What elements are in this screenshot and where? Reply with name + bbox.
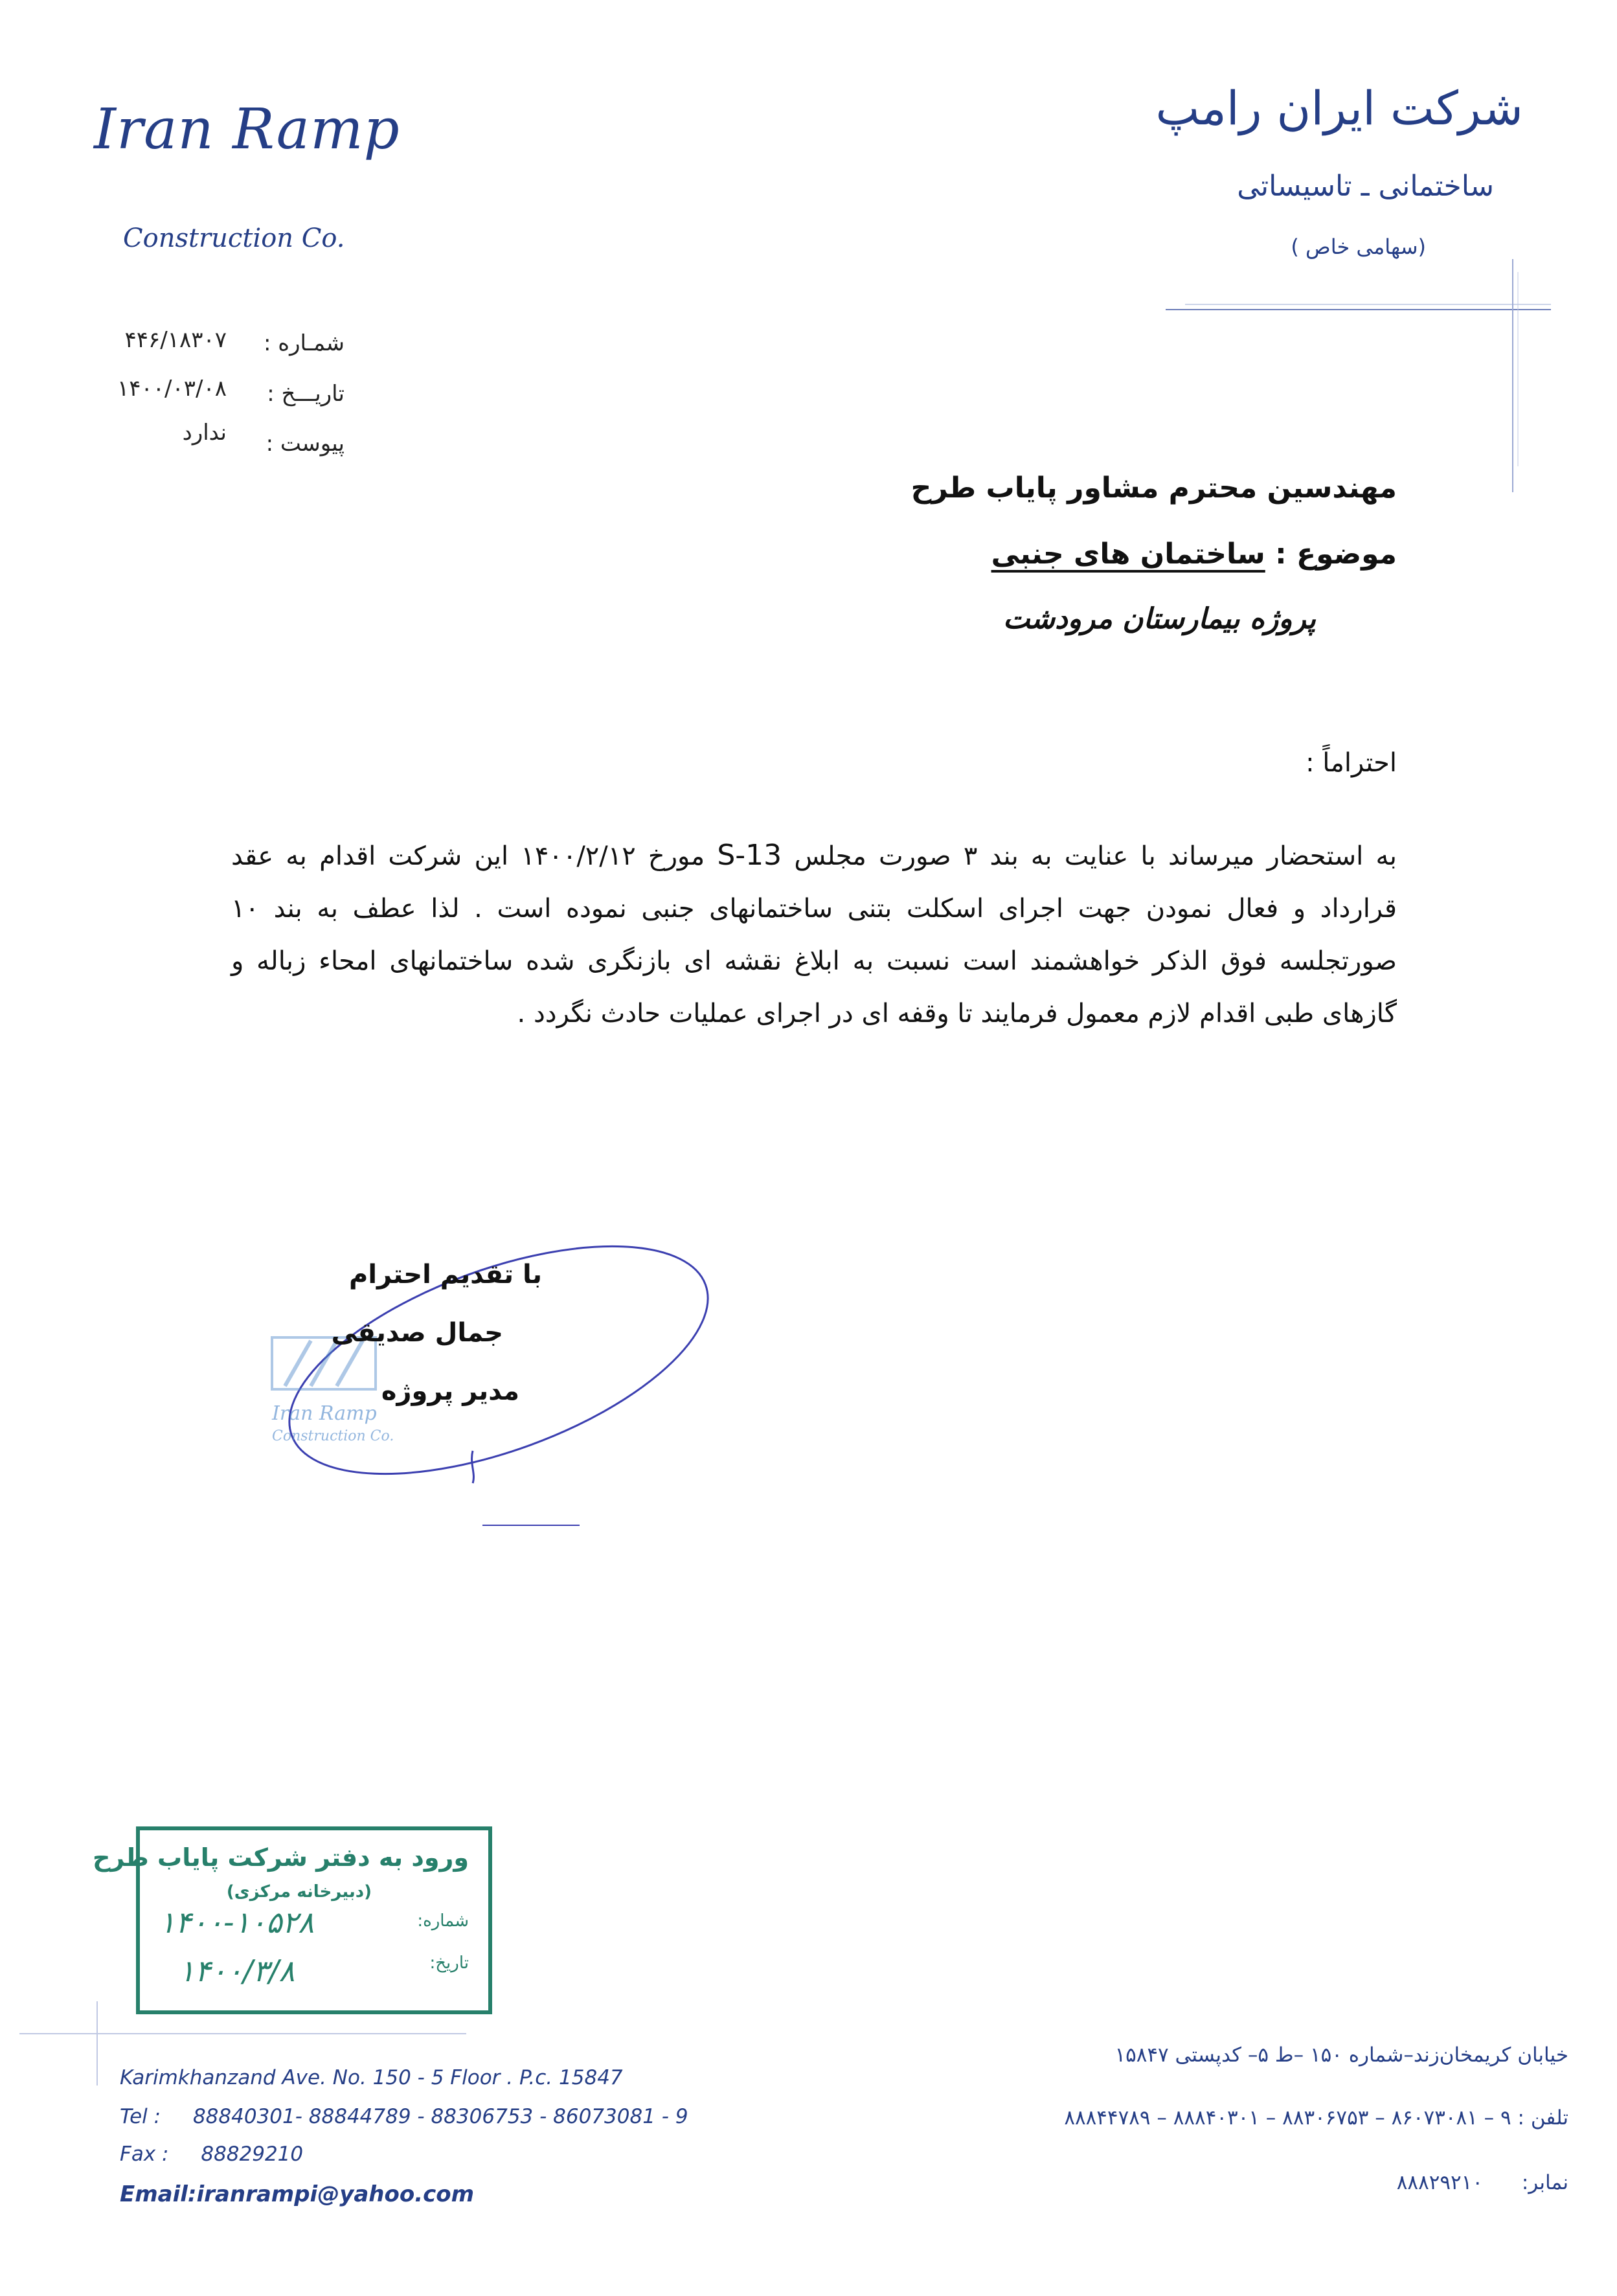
company-logo-fa: شرکت ایران رامپ xyxy=(1155,81,1523,135)
subject-label: موضوع : xyxy=(1275,538,1397,571)
company-logo-fa-subtitle: ساختمانی ـ تاسیساتی xyxy=(1237,170,1494,203)
subject-value: ساختمان های جنبی xyxy=(991,538,1265,571)
footer-fax-en xyxy=(120,2143,303,2166)
signer-title: مدیر پروژه xyxy=(381,1376,519,1406)
signer-name: جمال صدیقی xyxy=(331,1318,503,1348)
footer-email: Email:iranrampi@yahoo.com xyxy=(120,2181,475,2207)
footer-address-en: Karimkhanzand Ave. No. 150 - 5 Floor . P.c. 15847 xyxy=(120,2066,623,2089)
receipt-stamp xyxy=(92,1826,492,2014)
footer-tel-fa-value: ۹ – ۸۶۰۷۳۰۸۱ – ۸۸۳۰۶۷۵۳ – ۸۸۸۴۰۳۰۱ – ۸۸۸۴۴۷۸۹ xyxy=(1064,2106,1511,2130)
company-type: (سهامی خاص ) xyxy=(1291,234,1426,259)
minutes-code: S-13 xyxy=(717,839,782,872)
salutation: احتراماً : xyxy=(1306,748,1397,778)
footer-tel-fa-label: تلفن : xyxy=(1517,2106,1568,2130)
seal-text-en: Iran Ramp xyxy=(272,1402,377,1425)
footer-fax-value: 88829210 xyxy=(201,2143,304,2166)
footer-fax-fa xyxy=(1397,2171,1568,2194)
company-logo-en-subtitle: Construction Co. xyxy=(123,223,345,253)
stamp-date-handwritten: ۱۴۰۰/۳/۸ xyxy=(179,1953,295,1988)
letter-number-label: شمـاره : xyxy=(264,330,345,356)
stamp-number-label: شماره: xyxy=(417,1911,469,1931)
letter-date-value: ۱۴۰۰/۰۳/۰۸ xyxy=(117,376,227,402)
subject-line xyxy=(991,538,1397,571)
footer-tel-en xyxy=(120,2105,688,2128)
footer-tel-value: 88840301- 88844789 - 88306753 - 86073081 - 9 xyxy=(192,2105,688,2128)
stamp-number-handwritten: ۱۴۰۰-۱۰۵۲۸ xyxy=(159,1905,314,1940)
letter-date-label: تاریـــخ : xyxy=(267,381,345,407)
footer-fax-fa-value: ۸۸۸۲۹۲۱۰ xyxy=(1396,2171,1483,2194)
recipient: مهندسین محترم مشاور پایاب طرح xyxy=(910,472,1397,505)
body-paragraph xyxy=(231,829,1397,1040)
company-logo-en: Iran Ramp xyxy=(94,97,400,162)
signature-scribble xyxy=(261,1199,737,1521)
footer-fax-fa-label: نمابر: xyxy=(1521,2171,1568,2194)
body-text-part-1: به استحضار میرساند با عنایت به بند ۳ صورت مجلس xyxy=(794,841,1397,871)
attachment-value: ندارد xyxy=(182,420,227,446)
footer-tel-fa xyxy=(1064,2106,1568,2130)
footer-tel-label: Tel : xyxy=(120,2105,161,2128)
project-name: پروژه بیمارستان مرودشت xyxy=(1003,602,1316,635)
stamp-date-label: تاریخ: xyxy=(429,1953,469,1973)
footer-fax-label: Fax : xyxy=(120,2143,169,2166)
closing-phrase: با تقدیم احترام xyxy=(349,1260,542,1290)
signature-flourish xyxy=(472,1451,474,1483)
stamp-title: ورود به دفتر شرکت پایاب طرح xyxy=(92,1843,469,1872)
attachment-label: پیوست : xyxy=(266,431,345,457)
body-text-part-2: مورخ ۱۴۰۰/۲/۱۲ این شرکت اقدام به عقد قرارداد و فعال نمودن جهت اجرای اسکلت بتنی ساختمانهای جنبی نموده است . لذا عطف به بند ۱۰ صورتجلسه فوق الذکر خواهشمند است نسبت به ابلاغ نقشه ای بازنگری شده ساختمانهای امحاء زباله و گازهای طبی اقدام لازم معمول فرمایند تا وقفه ای در اجرای عملیات حادث نگردد . xyxy=(231,841,1397,1029)
footer-address-fa: خیابان کریمخان‌زند–شماره ۱۵۰ –ط ۵– کدپستی ۱۵۸۴۷ xyxy=(1114,2043,1568,2067)
letter-number-value: ۴۴۶/۱۸۳۰۷ xyxy=(124,327,227,353)
stamp-subtitle: (دبیرخانه مرکزی) xyxy=(226,1882,372,1902)
company-seal xyxy=(259,1198,745,1535)
seal-text-en-sub: Construction Co. xyxy=(272,1428,394,1444)
